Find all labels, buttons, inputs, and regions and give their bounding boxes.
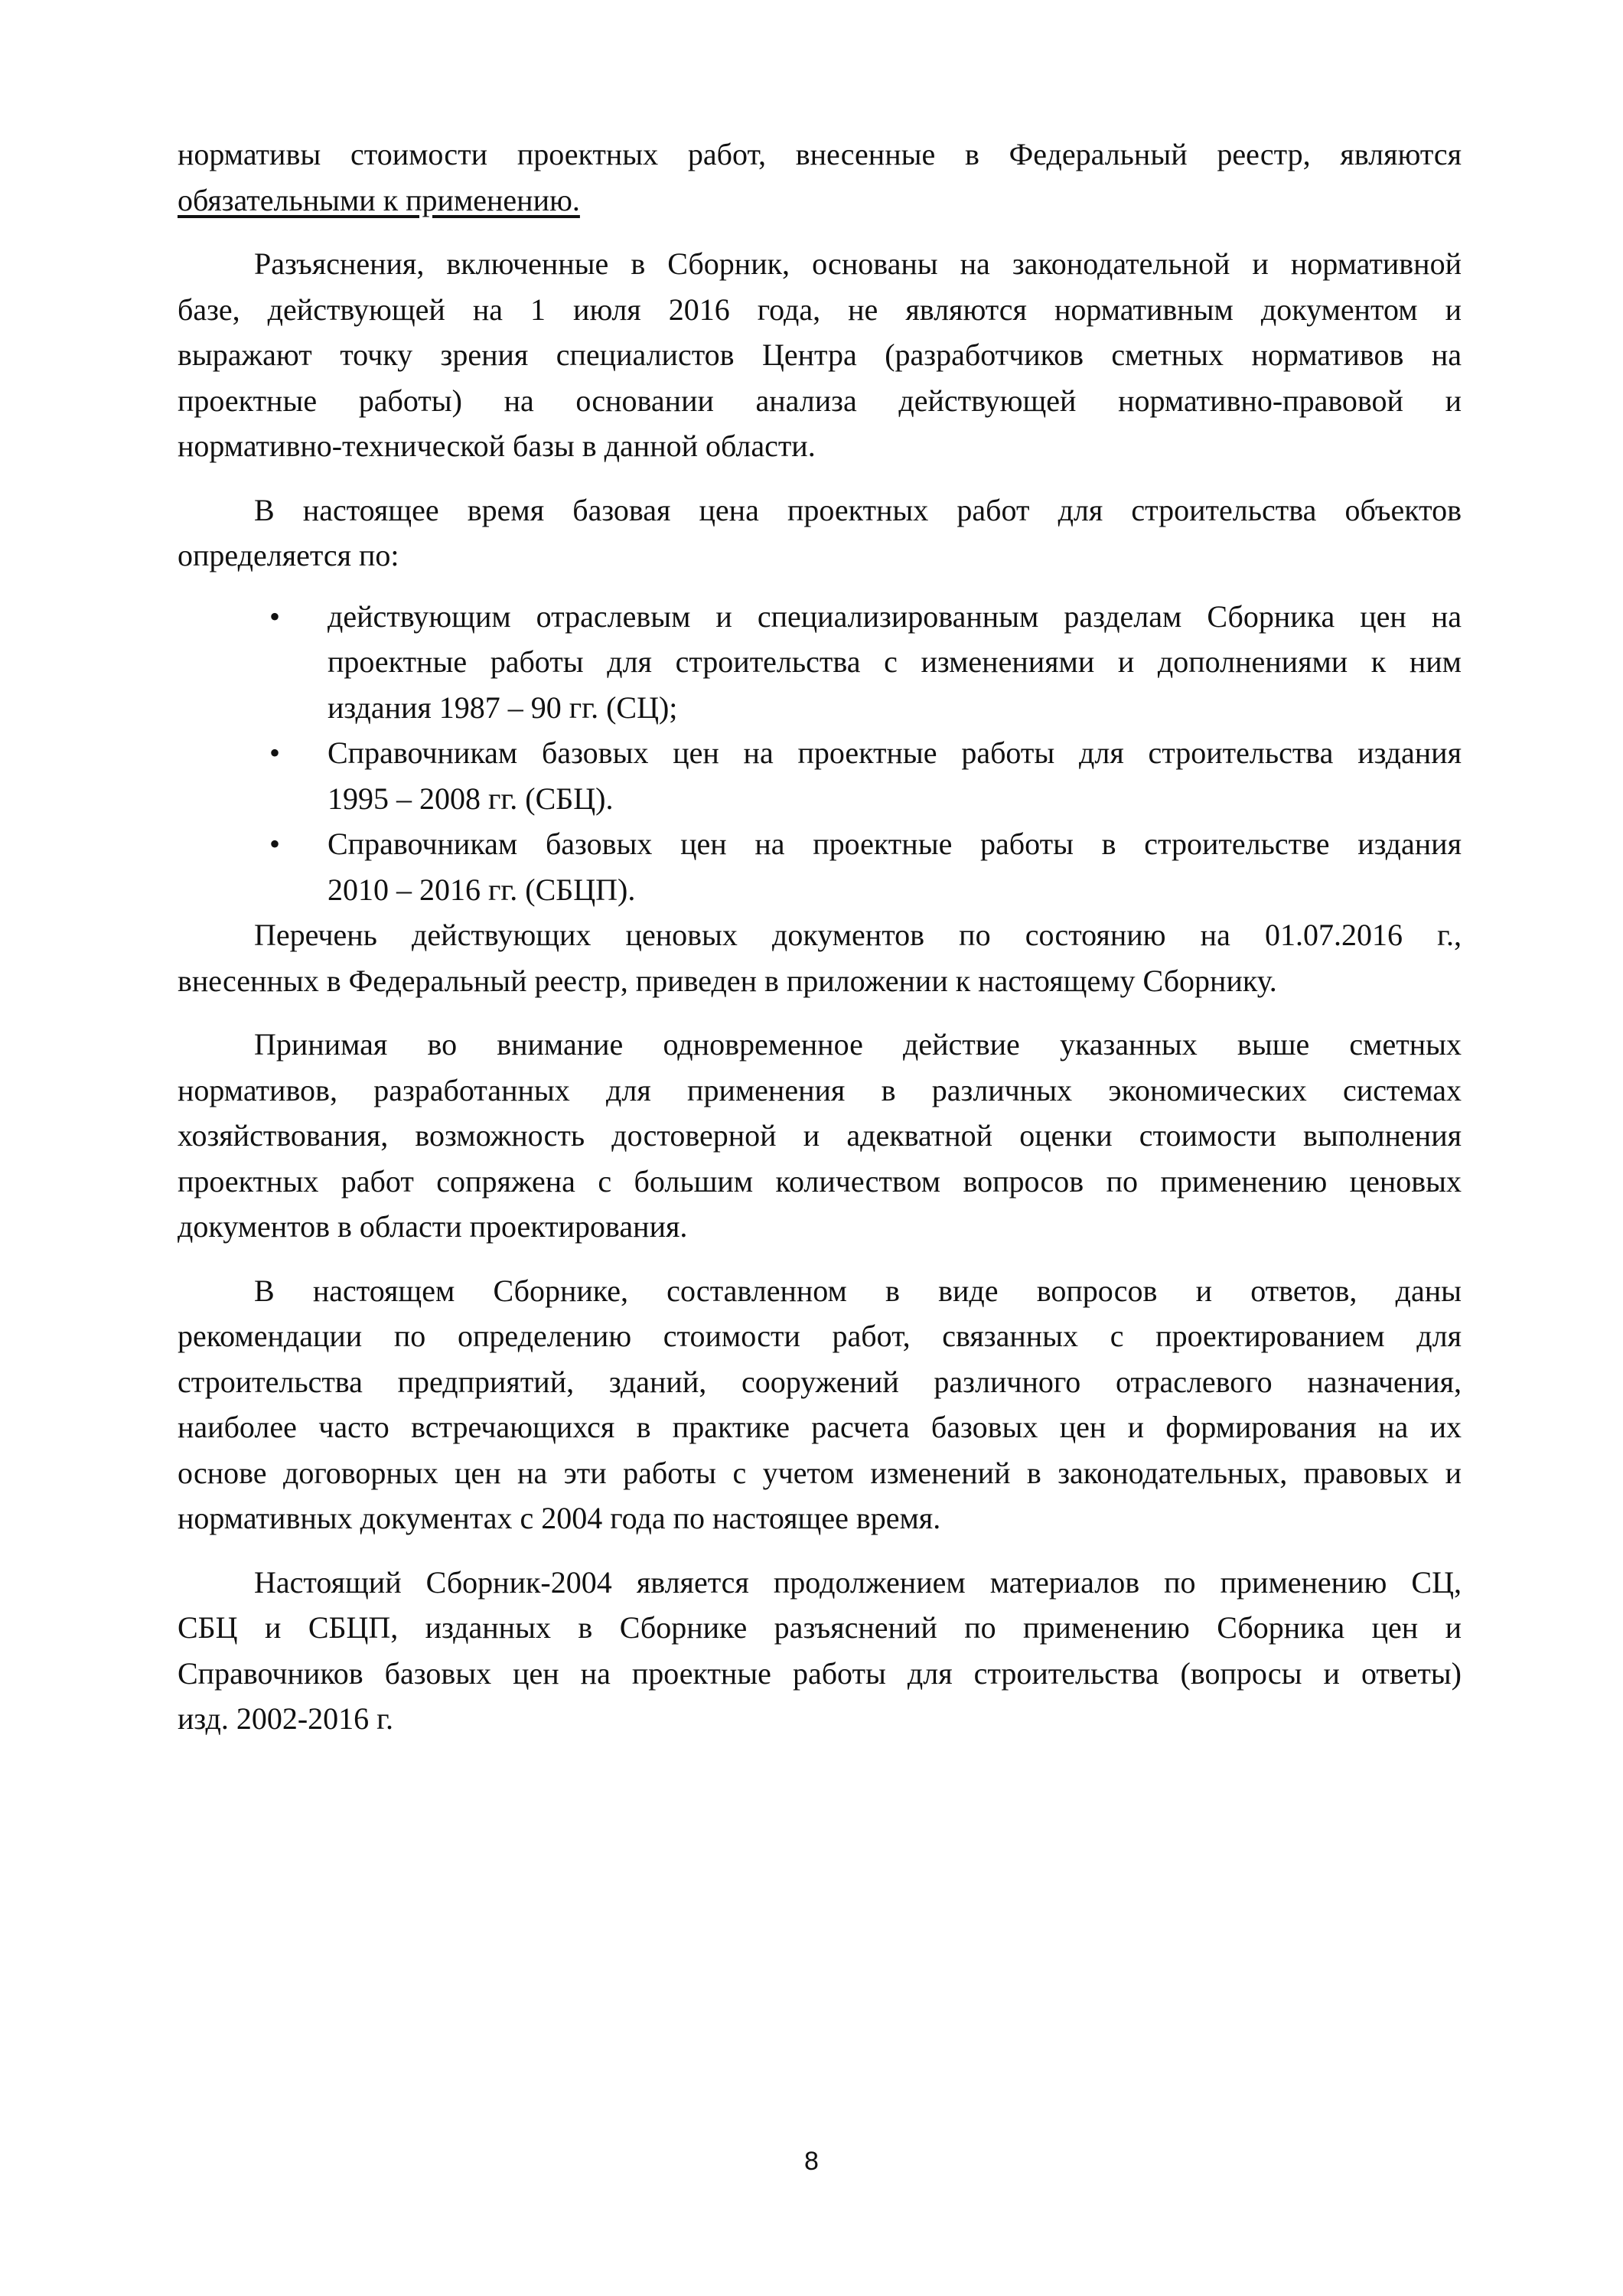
- text-line: [178, 1268, 1462, 1314]
- line-text: Настоящий Сборник-2004 является продолжением материалов по применению СЦ,: [254, 1564, 1462, 1600]
- text-line: [178, 287, 1462, 333]
- line-text: изд. 2002-2016 г.: [178, 1701, 394, 1736]
- text-line: 1995 – 2008 гг. (СБЦ).: [328, 781, 614, 816]
- line-text: нормативы стоимости проектных работ, внесенные в Федеральный реестр, являются: [178, 137, 1462, 171]
- text-line: [178, 1605, 1462, 1651]
- paragraph: [178, 1268, 1462, 1541]
- line-text: Принимая во внимание одновременное действие указанных выше сметных: [254, 1027, 1462, 1062]
- line-text: определяется по:: [178, 538, 399, 572]
- line-text: Справочников базовых цен на проектные работы для строительства (вопросы и ответы): [178, 1655, 1462, 1691]
- line-text: В настоящем Сборнике, составленном в виде вопросов и ответов, даны: [254, 1273, 1462, 1308]
- line-text: нормативов, разработанных для применения в различных экономических системах: [178, 1072, 1462, 1107]
- bullet-icon: •: [269, 827, 281, 861]
- line-text: строительства предприятий, зданий, сооружений различного отраслевого назначения,: [178, 1364, 1462, 1399]
- text-line: [178, 423, 1462, 469]
- line-text: наиболее часто встречающихся в практике расчета базовых цен и формирования на их: [178, 1410, 1462, 1444]
- text-line: [178, 1696, 1462, 1742]
- text-line: действующим отраслевым и специализированным разделам Сборника цен на: [328, 598, 1462, 634]
- bullet-icon: •: [269, 598, 281, 634]
- text-line: [178, 378, 1462, 424]
- paragraph: [178, 241, 1462, 469]
- text-line: [178, 1404, 1462, 1450]
- paragraph: [178, 132, 1462, 223]
- text-line: [178, 1159, 1462, 1205]
- text-line: [178, 1450, 1462, 1496]
- text-line: [178, 912, 1462, 958]
- paragraph: [178, 1560, 1462, 1742]
- text-line: [178, 1359, 1462, 1405]
- list-item: [178, 594, 1462, 731]
- text-line: проектные работы для строительства с изменениями и дополнениями к ним: [328, 644, 1462, 679]
- text-line: [178, 1068, 1462, 1114]
- line-text: В настоящее время базовая цена проектных работ для строительства объектов: [254, 492, 1462, 527]
- text-line: [178, 958, 1462, 1004]
- text-line: [178, 241, 1462, 287]
- list-item: [178, 730, 1462, 821]
- line-text: нормативно-технической базы в данной области.: [178, 429, 816, 463]
- text-line: [178, 533, 1462, 579]
- document-body: [178, 132, 1462, 1742]
- text-line: [178, 1313, 1462, 1359]
- text-line: Справочникам базовых цен на проектные работы для строительства издания: [328, 735, 1462, 770]
- text-line: [178, 1560, 1462, 1606]
- text-line: [178, 1204, 1462, 1250]
- text-line: Справочникам базовых цен на проектные работы в строительстве издания: [328, 827, 1462, 861]
- line-text: проектные работы) на основании анализа действующей нормативно-правовой и: [178, 383, 1462, 418]
- line-text: нормативных документах с 2004 года по настоящее время.: [178, 1501, 941, 1535]
- text-line: издания 1987 – 90 гг. (СЦ);: [328, 690, 678, 725]
- text-line: 2010 – 2016 гг. (СБЦП).: [328, 872, 636, 907]
- text-line: [178, 1495, 1462, 1541]
- line-text: СБЦ и СБЦП, изданных в Сборнике разъяснений по применению Сборника цен и: [178, 1610, 1462, 1645]
- page-number: 8: [804, 2147, 819, 2176]
- text-line: [178, 1651, 1462, 1697]
- line-text: базе, действующей на 1 июля 2016 года, не являются нормативным документом и: [178, 292, 1462, 327]
- list-item: [178, 821, 1462, 912]
- line-text: рекомендации по определению стоимости работ, связанных с проектированием для: [178, 1319, 1462, 1353]
- text-line: [178, 488, 1462, 533]
- line-text: Разъяснения, включенные в Сборник, основаны на законодательной и нормативной: [254, 246, 1462, 281]
- text-line: [178, 132, 1462, 178]
- text-line: [178, 1113, 1462, 1159]
- paragraph: [178, 912, 1462, 1003]
- line-text: документов в области проектирования.: [178, 1209, 688, 1244]
- text-line: [178, 178, 1462, 223]
- line-text: хозяйствования, возможность достоверной и адекватной оценки стоимости выполнения: [178, 1118, 1462, 1153]
- bullet-list: [178, 594, 1462, 913]
- line-text: проектных работ сопряжена с большим количеством вопросов по применению ценовых: [178, 1163, 1462, 1199]
- underlined-text: обязательными к применению.: [178, 182, 580, 217]
- bullet-icon: •: [269, 735, 281, 770]
- line-text: Перечень действующих ценовых документов по состоянию на 01.07.2016 г.,: [254, 918, 1462, 952]
- line-text: внесенных в Федеральный реестр, приведен в приложении к настоящему Сборнику.: [178, 963, 1277, 998]
- paragraph: [178, 488, 1462, 579]
- line-text: основе договорных цен на эти работы с учетом изменений в законодательных, правовых и: [178, 1455, 1462, 1490]
- text-line: [178, 1022, 1462, 1068]
- paragraph: [178, 1022, 1462, 1250]
- text-line: [178, 332, 1462, 378]
- line-text: выражают точку зрения специалистов Центра (разработчиков сметных нормативов на: [178, 338, 1462, 372]
